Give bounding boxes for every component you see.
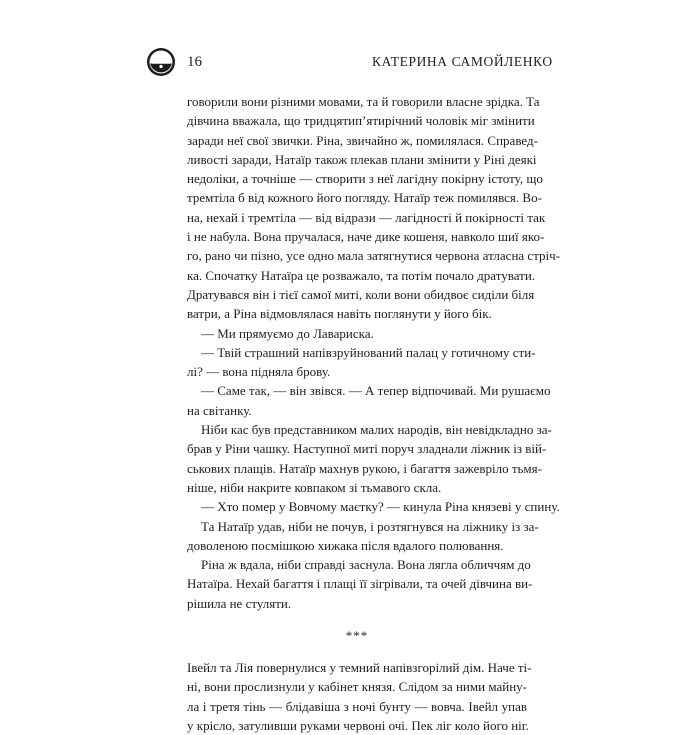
section-separator: ***	[345, 628, 369, 644]
text-section	[187, 92, 561, 613]
text-line: на, нехай і тремтіла — від відрази — лагідності й покірності так	[187, 209, 546, 225]
text-line: рішила не стуляти.	[187, 595, 292, 611]
text-line: дівчина вважала, що тридцятип’ятирічний чоловік міг змінити	[187, 113, 535, 129]
text-line: брав у Ріни чашку. Наступної миті поруч зладнали ліжник із вій-	[187, 441, 547, 457]
text-line: ка. Спочатку Натаїра це розважало, та потім почало дратувати.	[187, 267, 536, 283]
text-line: тремтіла б від кожного його погляду. Натаїр теж помилявся. Во-	[187, 190, 542, 206]
text-line: Ніби кас був представником малих народів, він невідкладно за-	[201, 422, 552, 438]
body-text	[187, 92, 561, 735]
text-line: — Ми прямуємо до Лавариска.	[201, 325, 374, 341]
text-line: на світанку.	[187, 402, 252, 418]
text-line: ливості заради, Натаїр також плекав плани змінити у Ріні деякі	[187, 151, 537, 167]
text-line: Та Натаїр удав, ніби не почув, і розтягнувся на ліжнику із за-	[201, 518, 539, 534]
moon-circle-icon	[146, 47, 176, 77]
text-line: Натаїра. Нехай багаття і плащі її зігрівали, та очей дівчина ви-	[187, 576, 533, 592]
text-line: заради неї свої звички. Ріна, звичайно ж, помилялася. Справед-	[187, 132, 538, 148]
text-line: го, рано чи пізно, усе одно мала затягнутися червона атласна стріч-	[187, 248, 561, 264]
text-line: ніше, ніби накрите ковпаком зі тьмавого скла.	[187, 479, 442, 495]
text-line: говорили вони різними мовами, та й говорили власне зрідка. Та	[187, 94, 540, 109]
text-line: — Саме так, — він звівся. — А тепер відпочивай. Ми рушаємо	[201, 383, 551, 399]
text-line: у крісло, затуливши руками червоні очі. Пек ліг коло його ніг.	[187, 717, 529, 733]
text-line: лі? — вона підняла брову.	[187, 364, 331, 380]
text-line: ні, вони прослизнули у кабінет князя. Слідом за ними майну-	[187, 679, 527, 695]
text-line: Івейл та Лія повернулися у темний напівзгорілий дім. Наче ті-	[187, 660, 532, 676]
running-head: КАТЕРИНА САМОЙЛЕНКО	[372, 54, 553, 69]
text-line: ла і третя тінь — блідавіша з ночі бунту — вовча. Івейл упав	[187, 698, 527, 714]
text-line: ватри, а Ріна відмовлялася навіть поглянути у його бік.	[187, 306, 492, 322]
text-line: Ріна ж вдала, ніби справді заснула. Вона лягла обличчям до	[201, 557, 531, 573]
text-section	[187, 658, 532, 735]
text-line: недоліки, а точніше — створити з неї лагідну покірну істоту, що	[187, 171, 543, 187]
text-line: — Хто помер у Вовчому маєтку? — кинула Ріна князеві у спину.	[201, 499, 560, 515]
text-line: доволеною посмішкою хижака після вдалого полювання.	[187, 537, 504, 553]
text-line: ськових плащів. Натаїр махнув рукою, і багаття зажевріло тьмя-	[187, 460, 542, 476]
text-line: Дратувався він і тієї самої миті, коли вони обидвоє сиділи біля	[187, 286, 535, 302]
text-line: і не набула. Вона пручалася, наче дике кошеня, навколо шиї яко-	[187, 229, 545, 245]
page-number: 16	[187, 54, 202, 70]
text-line: — Твій страшний напівзруйнований палац у готичному сти-	[201, 344, 536, 360]
